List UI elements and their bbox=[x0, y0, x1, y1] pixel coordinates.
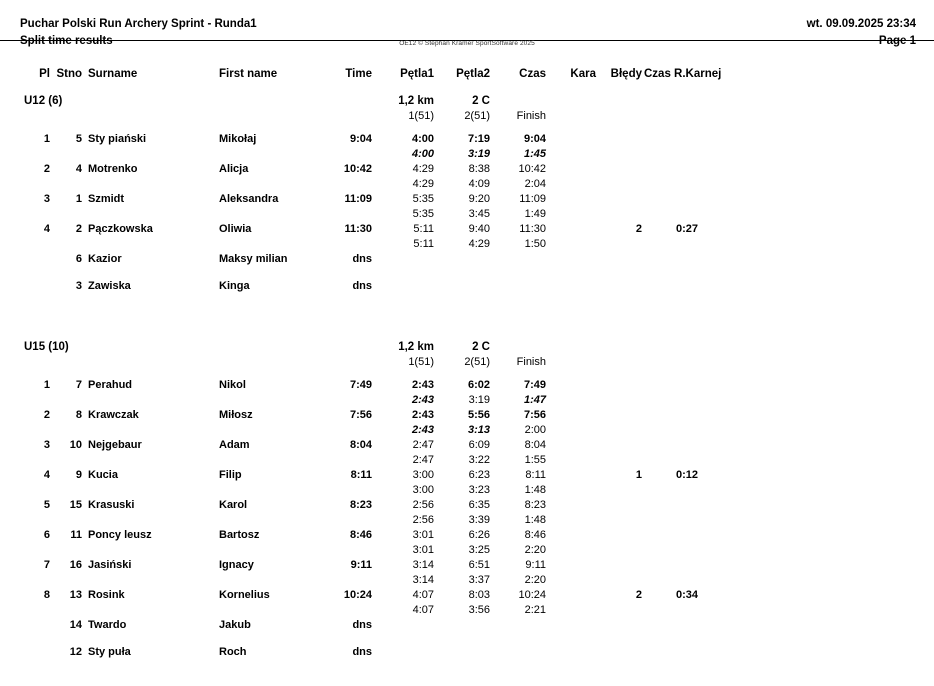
table-row[interactable] bbox=[14, 589, 920, 604]
class-title: U15 (10) bbox=[24, 341, 69, 353]
column-header-bledy: Błędy bbox=[610, 68, 642, 80]
cell-total-time: 9:04 bbox=[349, 133, 372, 145]
cell-place: 5 bbox=[43, 499, 50, 511]
cell-surname: Pączkowska bbox=[88, 223, 153, 235]
cell-leg-petla1: 2:43 bbox=[411, 424, 434, 436]
cell-surname: Perahud bbox=[88, 379, 133, 391]
cell-first-name: Kinga bbox=[219, 280, 250, 292]
cell-split-petla1: 4:29 bbox=[412, 163, 434, 175]
cell-place: 4 bbox=[43, 223, 50, 235]
cell-leg-finish: 2:04 bbox=[524, 178, 546, 190]
cell-leg-petla1: 5:11 bbox=[413, 238, 434, 250]
cell-total-time: 8:04 bbox=[349, 439, 372, 451]
table-row-leg-times bbox=[14, 208, 920, 223]
table-row[interactable] bbox=[14, 409, 920, 424]
cell-start-no: 16 bbox=[69, 559, 82, 571]
cell-leg-petla1: 3:01 bbox=[412, 544, 434, 556]
software-credit: OE12 © Stephan Krämer SportSoftware 2025 bbox=[399, 40, 535, 47]
column-header-czas-r-karnej: Czas R.Karnej bbox=[644, 68, 722, 80]
cell-leg-finish: 2:20 bbox=[524, 544, 546, 556]
class-distance-petla2: 2 C bbox=[472, 95, 490, 107]
table-row[interactable] bbox=[14, 223, 920, 238]
cell-start-no: 7 bbox=[75, 379, 82, 391]
cell-start-no: 10 bbox=[69, 439, 82, 451]
table-row[interactable] bbox=[14, 499, 920, 514]
cell-leg-petla2: 3:22 bbox=[468, 454, 490, 466]
table-row[interactable] bbox=[14, 619, 920, 634]
cell-first-name: Ignacy bbox=[219, 559, 254, 571]
cell-surname: Rosink bbox=[88, 589, 125, 601]
class-header-row bbox=[14, 341, 920, 356]
cell-split-petla2: 6:09 bbox=[468, 439, 490, 451]
table-row-leg-times bbox=[14, 514, 920, 529]
cell-leg-finish: 2:20 bbox=[524, 574, 546, 586]
cell-total-time: dns bbox=[352, 253, 372, 265]
cell-leg-petla2: 3:37 bbox=[468, 574, 490, 586]
cell-split-finish: 8:11 bbox=[525, 469, 546, 481]
cell-leg-petla2: 3:13 bbox=[467, 424, 490, 436]
cell-split-petla1: 5:35 bbox=[412, 193, 434, 205]
cell-czas-r-karnej: 0:34 bbox=[675, 589, 698, 601]
class-block bbox=[14, 83, 920, 307]
cell-surname: Jasiński bbox=[88, 559, 132, 571]
table-row-leg-times bbox=[14, 484, 920, 499]
cell-start-no: 12 bbox=[69, 646, 82, 658]
cell-leg-finish: 1:50 bbox=[524, 238, 546, 250]
cell-place: 8 bbox=[43, 589, 50, 601]
cell-split-petla1: 2:47 bbox=[412, 439, 434, 451]
cell-split-petla2: 6:51 bbox=[468, 559, 490, 571]
cell-leg-petla2: 4:09 bbox=[468, 178, 490, 190]
cell-split-petla1: 3:01 bbox=[412, 529, 434, 541]
cell-place: 7 bbox=[43, 559, 50, 571]
cell-surname: Poncy leusz bbox=[88, 529, 152, 541]
cell-start-no: 13 bbox=[69, 589, 82, 601]
cell-bledy: 2 bbox=[635, 589, 642, 601]
cell-first-name: Roch bbox=[219, 646, 247, 658]
cell-total-time: 7:56 bbox=[349, 409, 372, 421]
cell-leg-petla1: 3:00 bbox=[412, 484, 434, 496]
cell-total-time: 11:30 bbox=[344, 223, 372, 235]
cell-bledy: 1 bbox=[635, 469, 642, 481]
table-row[interactable] bbox=[14, 529, 920, 544]
spacer bbox=[14, 661, 920, 673]
table-row[interactable] bbox=[14, 253, 920, 268]
spacer bbox=[14, 371, 920, 379]
column-header-stno: Stno bbox=[56, 68, 82, 80]
cell-first-name: Mikołaj bbox=[219, 133, 257, 145]
cell-surname: Krasuski bbox=[88, 499, 135, 511]
spacer bbox=[14, 268, 920, 280]
cell-place: 6 bbox=[43, 529, 50, 541]
table-row[interactable] bbox=[14, 646, 920, 661]
cell-start-no: 3 bbox=[75, 280, 82, 292]
cell-start-no: 2 bbox=[75, 223, 82, 235]
cell-total-time: 10:42 bbox=[343, 163, 372, 175]
cell-start-no: 9 bbox=[75, 469, 82, 481]
cell-split-petla2: 8:03 bbox=[468, 589, 490, 601]
cell-place: 3 bbox=[43, 193, 50, 205]
column-header-kara: Kara bbox=[570, 68, 596, 80]
cell-leg-petla2: 4:29 bbox=[468, 238, 490, 250]
cell-surname: Nejgebaur bbox=[88, 439, 142, 451]
cell-total-time: 7:49 bbox=[349, 379, 372, 391]
cell-surname: Kazior bbox=[88, 253, 122, 265]
cell-split-petla1: 2:43 bbox=[411, 379, 434, 391]
class-title: U12 (6) bbox=[24, 95, 63, 107]
cell-total-time: 10:24 bbox=[343, 589, 372, 601]
cell-first-name: Jakub bbox=[219, 619, 251, 631]
report-subtitle: Split time results bbox=[20, 35, 113, 47]
table-row[interactable] bbox=[14, 133, 920, 148]
cell-split-finish: 9:04 bbox=[523, 133, 546, 145]
cell-surname: Sty puła bbox=[88, 646, 131, 658]
cell-start-no: 14 bbox=[69, 619, 82, 631]
cell-first-name: Karol bbox=[219, 499, 248, 511]
class-distance-petla1: 1,2 km bbox=[398, 95, 434, 107]
spacer bbox=[14, 634, 920, 646]
cell-start-no: 8 bbox=[75, 409, 82, 421]
cell-czas-r-karnej: 0:12 bbox=[675, 469, 698, 481]
cell-first-name: Adam bbox=[219, 439, 250, 451]
table-row-leg-times bbox=[14, 424, 920, 439]
cell-surname: Twardo bbox=[88, 619, 127, 631]
cell-leg-finish: 2:21 bbox=[524, 604, 546, 616]
cell-split-petla2: 6:23 bbox=[468, 469, 490, 481]
cell-leg-finish: 1:45 bbox=[523, 148, 546, 160]
cell-leg-finish: 1:48 bbox=[524, 484, 546, 496]
column-header-pl: Pl bbox=[39, 68, 50, 80]
cell-total-time: 9:11 bbox=[350, 559, 372, 571]
cell-leg-petla2: 3:56 bbox=[468, 604, 490, 616]
cell-leg-petla1: 4:00 bbox=[411, 148, 434, 160]
table-row-leg-times bbox=[14, 238, 920, 253]
table-row-leg-times bbox=[14, 574, 920, 589]
page-number: Page 1 bbox=[878, 35, 916, 47]
cell-start-no: 15 bbox=[69, 499, 82, 511]
cell-split-finish: 7:56 bbox=[523, 409, 546, 421]
cell-split-petla2: 7:19 bbox=[467, 133, 490, 145]
cell-surname: Krawczak bbox=[88, 409, 139, 421]
control-code-petla2: 2(51) bbox=[464, 356, 490, 368]
cell-total-time: 11:09 bbox=[344, 193, 372, 205]
spacer bbox=[14, 295, 920, 307]
cell-leg-petla1: 5:35 bbox=[412, 208, 434, 220]
column-header-first-name: First name bbox=[219, 68, 278, 80]
table-row-leg-times bbox=[14, 454, 920, 469]
cell-leg-petla2: 3:39 bbox=[468, 514, 490, 526]
cell-surname: Kucia bbox=[88, 469, 118, 481]
cell-split-petla2: 6:35 bbox=[468, 499, 490, 511]
cell-place: 1 bbox=[43, 379, 50, 391]
cell-leg-finish: 1:47 bbox=[523, 394, 546, 406]
print-datetime: wt. 09.09.2025 23:34 bbox=[806, 18, 916, 30]
cell-split-petla1: 5:11 bbox=[413, 223, 434, 235]
cell-total-time: 8:11 bbox=[350, 469, 372, 481]
table-row[interactable] bbox=[14, 379, 920, 394]
cell-czas-r-karnej: 0:27 bbox=[675, 223, 698, 235]
cell-split-finish: 8:04 bbox=[524, 439, 546, 451]
column-header-czas: Czas bbox=[519, 68, 546, 80]
cell-split-petla1: 3:00 bbox=[412, 469, 434, 481]
table-row-leg-times bbox=[14, 604, 920, 619]
table-row-leg-times bbox=[14, 394, 920, 409]
cell-split-petla1: 4:00 bbox=[411, 133, 434, 145]
cell-leg-petla2: 3:19 bbox=[468, 394, 490, 406]
cell-split-petla2: 9:20 bbox=[468, 193, 490, 205]
class-header-row bbox=[14, 95, 920, 110]
cell-place: 4 bbox=[43, 469, 50, 481]
column-header-row bbox=[14, 68, 920, 83]
cell-split-petla2: 6:26 bbox=[468, 529, 490, 541]
cell-split-petla1: 3:14 bbox=[412, 559, 434, 571]
cell-surname: Zawiska bbox=[88, 280, 131, 292]
cell-place: 1 bbox=[43, 133, 50, 145]
spacer bbox=[14, 307, 920, 341]
table-row-leg-times bbox=[14, 544, 920, 559]
table-row[interactable] bbox=[14, 469, 920, 484]
cell-leg-finish: 2:00 bbox=[524, 424, 546, 436]
cell-first-name: Filip bbox=[219, 469, 242, 481]
cell-leg-petla1: 2:56 bbox=[412, 514, 434, 526]
classes-container bbox=[14, 83, 920, 673]
cell-first-name: Nikol bbox=[219, 379, 246, 391]
cell-leg-petla1: 2:43 bbox=[411, 394, 434, 406]
cell-split-finish: 8:23 bbox=[524, 499, 546, 511]
cell-first-name: Aleksandra bbox=[219, 193, 279, 205]
cell-total-time: dns bbox=[352, 646, 372, 658]
table-row-leg-times bbox=[14, 148, 920, 163]
cell-first-name: Bartosz bbox=[219, 529, 260, 541]
cell-split-petla2: 5:56 bbox=[467, 409, 490, 421]
control-code-finish: Finish bbox=[516, 356, 546, 368]
cell-first-name: Miłosz bbox=[219, 409, 253, 421]
cell-leg-finish: 1:55 bbox=[524, 454, 546, 466]
cell-split-finish: 8:46 bbox=[524, 529, 546, 541]
cell-split-petla2: 6:02 bbox=[467, 379, 490, 391]
cell-total-time: 8:23 bbox=[349, 499, 372, 511]
cell-split-finish: 9:11 bbox=[525, 559, 546, 571]
control-code-petla1: 1(51) bbox=[408, 110, 434, 122]
control-code-finish: Finish bbox=[516, 110, 546, 122]
cell-split-finish: 11:30 bbox=[519, 223, 546, 235]
cell-leg-petla1: 4:07 bbox=[412, 604, 434, 616]
cell-first-name: Maksy milian bbox=[219, 253, 288, 265]
cell-split-finish: 10:24 bbox=[518, 589, 546, 601]
cell-split-finish: 10:42 bbox=[518, 163, 546, 175]
cell-leg-petla2: 3:19 bbox=[467, 148, 490, 160]
cell-split-finish: 7:49 bbox=[523, 379, 546, 391]
class-distance-petla2: 2 C bbox=[472, 341, 490, 353]
cell-split-petla1: 4:07 bbox=[412, 589, 434, 601]
table-row[interactable] bbox=[14, 280, 920, 295]
cell-place: 2 bbox=[43, 409, 50, 421]
cell-leg-finish: 1:48 bbox=[524, 514, 546, 526]
spacer bbox=[14, 125, 920, 133]
cell-start-no: 1 bbox=[75, 193, 82, 205]
class-block bbox=[14, 307, 920, 673]
control-code-petla1: 1(51) bbox=[408, 356, 434, 368]
cell-leg-finish: 1:49 bbox=[524, 208, 546, 220]
cell-split-petla2: 9:40 bbox=[468, 223, 490, 235]
class-controls-row bbox=[14, 110, 920, 125]
cell-first-name: Kornelius bbox=[219, 589, 270, 601]
cell-split-petla2: 8:38 bbox=[468, 163, 490, 175]
table-row[interactable] bbox=[14, 439, 920, 454]
cell-total-time: dns bbox=[352, 280, 372, 292]
cell-leg-petla2: 3:23 bbox=[468, 484, 490, 496]
cell-start-no: 4 bbox=[75, 163, 82, 175]
cell-split-finish: 11:09 bbox=[519, 193, 546, 205]
event-title: Puchar Polski Run Archery Sprint - Runda1 bbox=[20, 18, 257, 30]
cell-start-no: 5 bbox=[75, 133, 82, 145]
table-row[interactable] bbox=[14, 163, 920, 178]
cell-leg-petla1: 4:29 bbox=[412, 178, 434, 190]
cell-surname: Motrenko bbox=[88, 163, 138, 175]
cell-start-no: 6 bbox=[75, 253, 82, 265]
cell-surname: Szmidt bbox=[88, 193, 125, 205]
table-row[interactable] bbox=[14, 193, 920, 208]
cell-leg-petla1: 3:14 bbox=[412, 574, 434, 586]
class-distance-petla1: 1,2 km bbox=[398, 341, 434, 353]
column-header-petla2: Pętla2 bbox=[456, 68, 490, 80]
cell-leg-petla2: 3:25 bbox=[468, 544, 490, 556]
cell-start-no: 11 bbox=[70, 529, 82, 541]
cell-place: 3 bbox=[43, 439, 50, 451]
cell-total-time: 8:46 bbox=[349, 529, 372, 541]
cell-split-petla1: 2:43 bbox=[411, 409, 434, 421]
cell-first-name: Alicja bbox=[219, 163, 249, 175]
control-code-petla2: 2(51) bbox=[464, 110, 490, 122]
cell-split-petla1: 2:56 bbox=[412, 499, 434, 511]
column-header-surname: Surname bbox=[88, 68, 138, 80]
class-controls-row bbox=[14, 356, 920, 371]
column-header-time: Time bbox=[345, 68, 372, 80]
cell-leg-petla1: 2:47 bbox=[412, 454, 434, 466]
cell-first-name: Oliwia bbox=[219, 223, 252, 235]
table-row-leg-times bbox=[14, 178, 920, 193]
cell-total-time: dns bbox=[352, 619, 372, 631]
cell-leg-petla2: 3:45 bbox=[468, 208, 490, 220]
table-row[interactable] bbox=[14, 559, 920, 574]
cell-bledy: 2 bbox=[635, 223, 642, 235]
column-header-petla1: Pętla1 bbox=[400, 68, 434, 80]
spacer bbox=[14, 83, 920, 95]
cell-surname: Sty piański bbox=[88, 133, 147, 145]
cell-place: 2 bbox=[43, 163, 50, 175]
